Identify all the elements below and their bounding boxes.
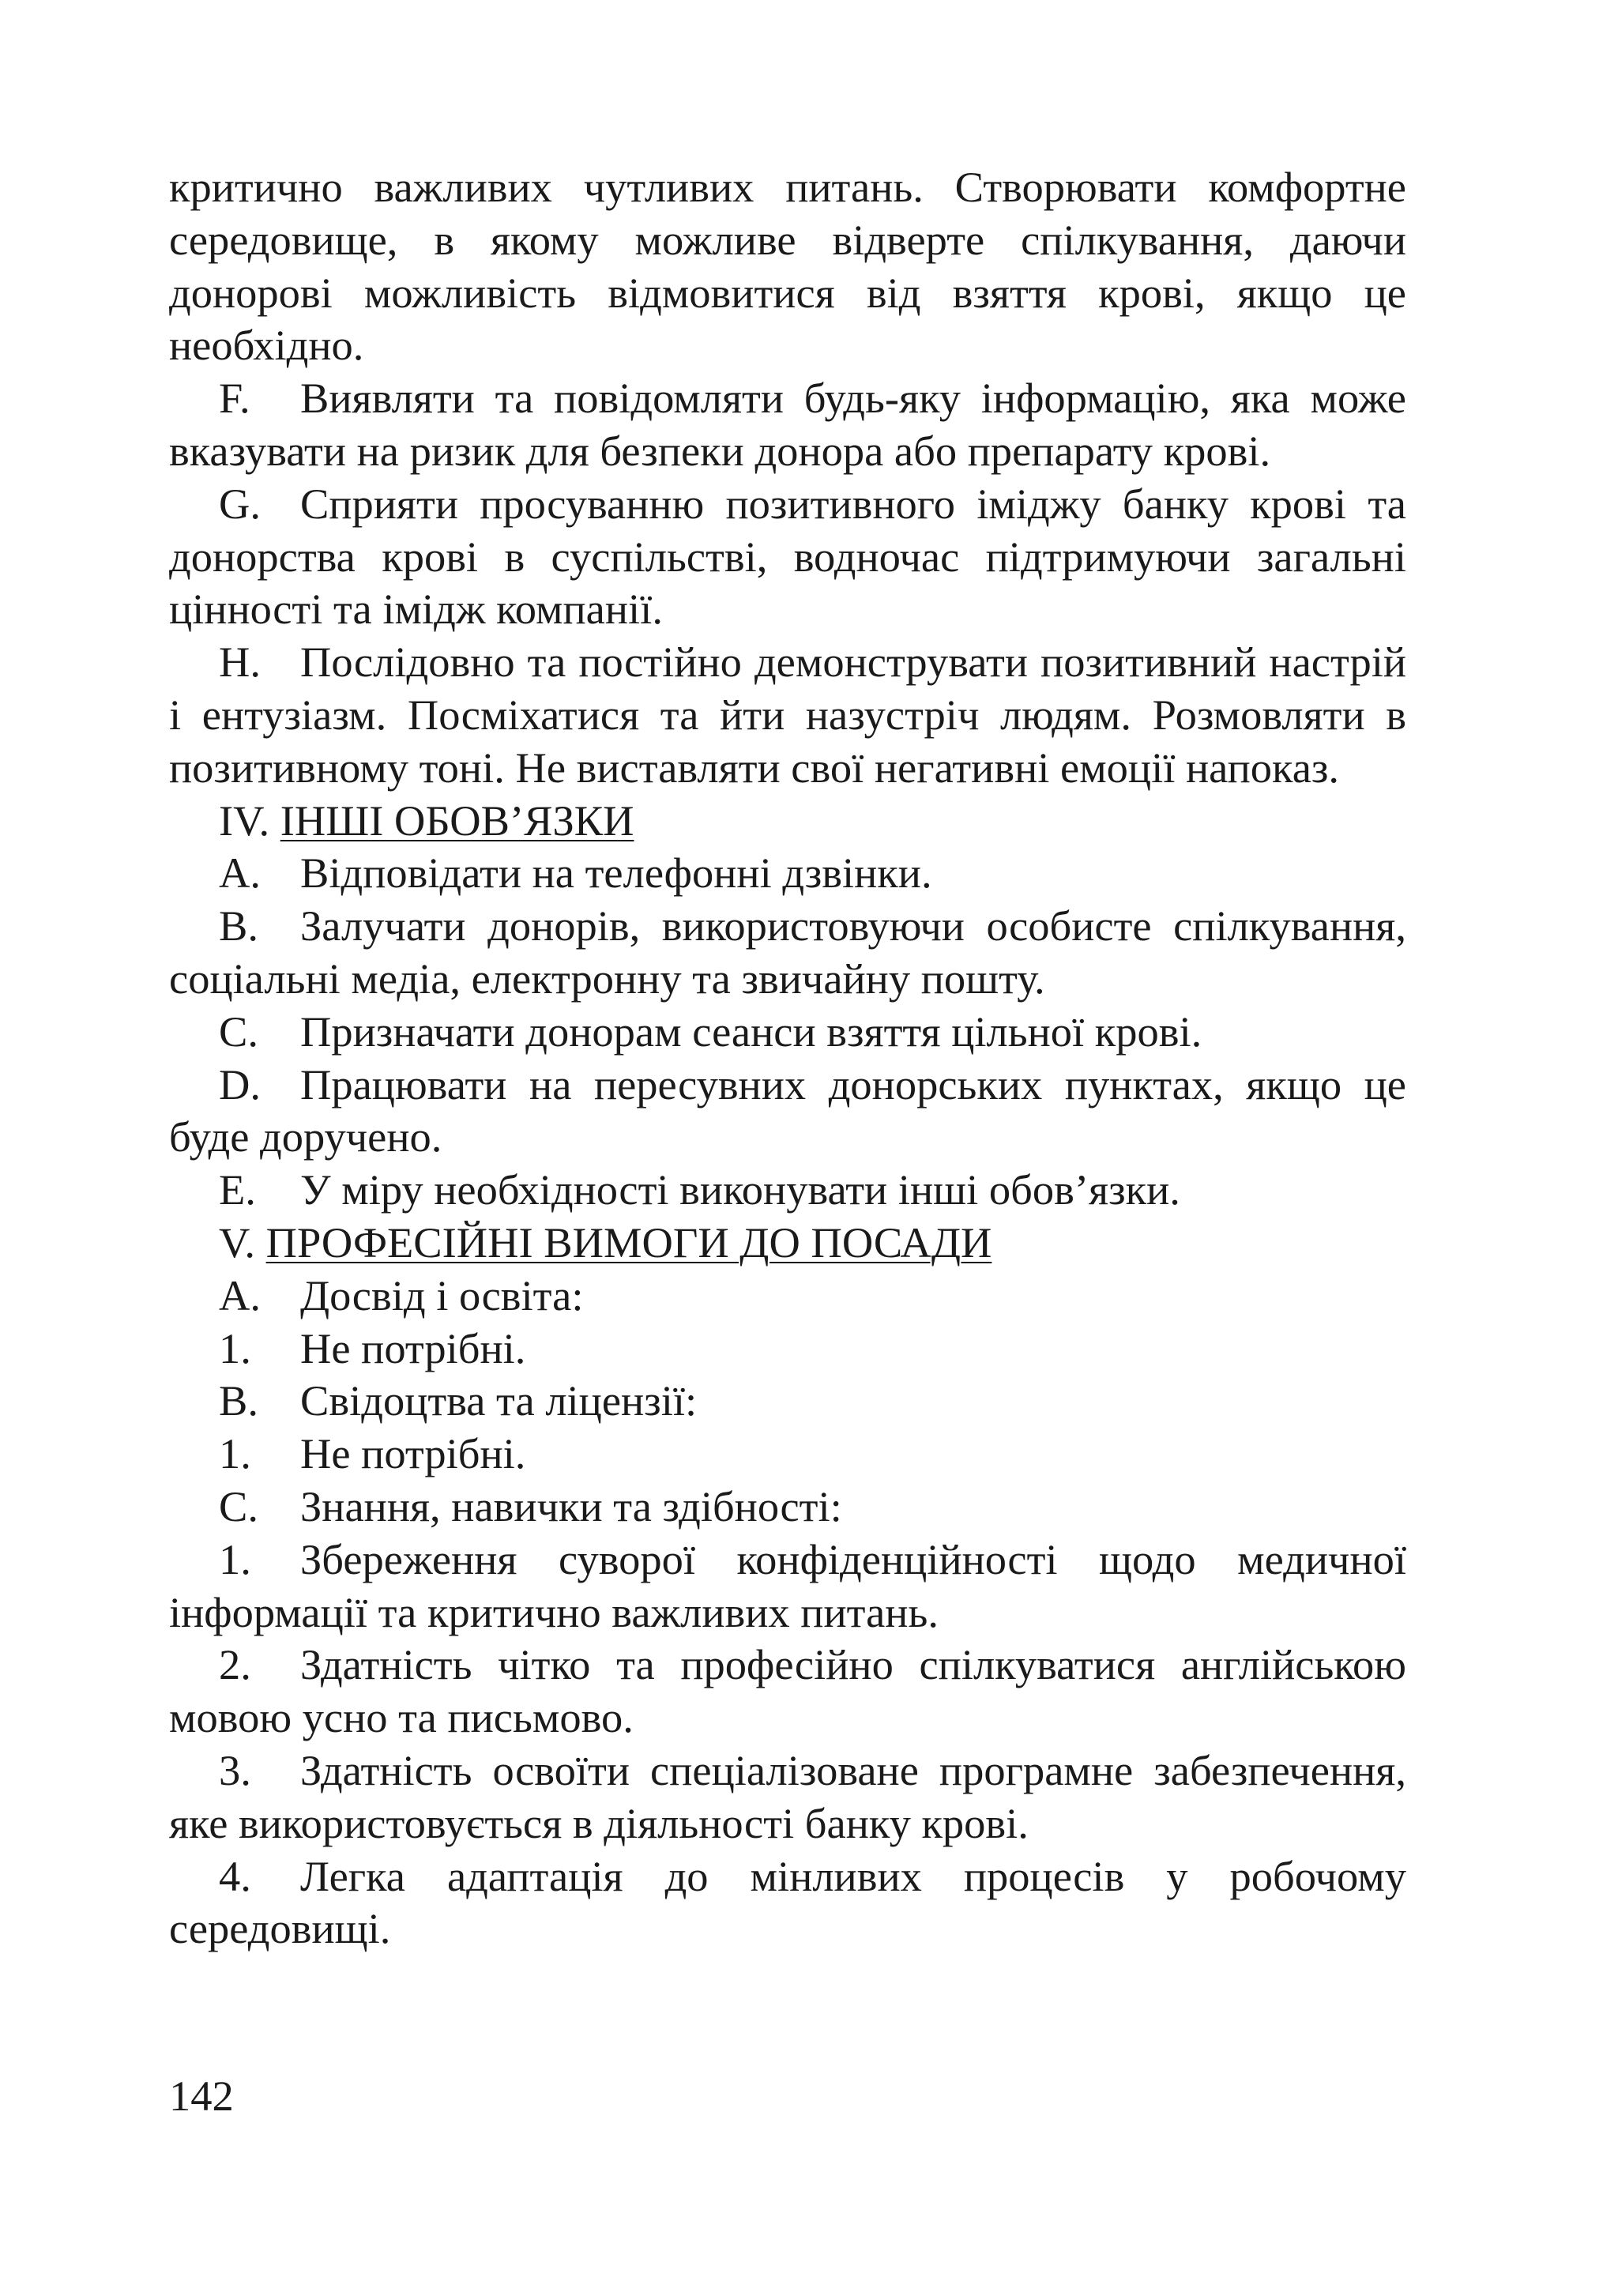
item-text: Виявляти та повідомляти будь-яку інформацію, яка може вказувати на ризик для безпеки донора або препарату крові. bbox=[169, 374, 1406, 475]
item-text: Легка адаптація до мінливих процесів у робочому середовищі. bbox=[169, 1851, 1406, 1953]
page-body bbox=[169, 161, 1406, 1955]
list-item bbox=[169, 900, 1406, 1006]
other-duties-list bbox=[169, 847, 1406, 1217]
list-item bbox=[169, 1059, 1406, 1165]
list-item bbox=[169, 1323, 1406, 1376]
item-text: Знання, навички та здібності: bbox=[300, 1481, 842, 1530]
list-item bbox=[169, 1745, 1406, 1850]
list-item bbox=[169, 1164, 1406, 1217]
requirements-list bbox=[169, 1270, 1406, 1955]
list-item bbox=[169, 847, 1406, 900]
item-text: Збереження суворої конфіденційності щодо медичної інформації та критично важливих питань. bbox=[169, 1534, 1406, 1636]
list-item bbox=[169, 1481, 1406, 1534]
intro-paragraph bbox=[169, 161, 1406, 372]
item-text: Не потрібні. bbox=[300, 1323, 526, 1372]
item-text: Працювати на пересувних донорських пунктах, якщо це буде доручено. bbox=[169, 1060, 1406, 1161]
item-text: Досвід і освіта: bbox=[300, 1270, 584, 1319]
list-item bbox=[169, 636, 1406, 794]
duties-list-continued bbox=[169, 372, 1406, 794]
list-item bbox=[169, 1375, 1406, 1428]
item-text: У міру необхідності виконувати інші обов’язки. bbox=[300, 1165, 1180, 1214]
item-label: C. bbox=[219, 1007, 258, 1056]
item-text: Здатність чітко та професійно спілкуватися англійською мовою усно та письмово. bbox=[169, 1640, 1406, 1742]
item-label: F. bbox=[219, 374, 250, 423]
item-label: D. bbox=[219, 1060, 261, 1108]
item-text: Залучати донорів, використовуючи особисте спілкування, соціальні медіа, електронну та звичайну пошту. bbox=[169, 901, 1406, 1003]
section-heading-other-duties bbox=[169, 795, 1406, 848]
item-label: E. bbox=[219, 1165, 256, 1214]
item-label: A. bbox=[219, 1270, 261, 1319]
list-item bbox=[169, 372, 1406, 478]
section-title: ПРОФЕСІЙНІ ВИМОГИ ДО ПОСАДИ bbox=[265, 1218, 992, 1267]
item-text: Відповідати на телефонні дзвінки. bbox=[300, 849, 932, 898]
list-item bbox=[169, 1428, 1406, 1481]
item-label: G. bbox=[219, 479, 261, 528]
item-text: Сприяти просуванню позитивного іміджу банку крові та донорства крові в суспільстві, водночас підтримуючи загальні цінності та імідж компанії. bbox=[169, 479, 1406, 634]
item-label: C. bbox=[219, 1481, 258, 1530]
section-number: V. bbox=[219, 1218, 255, 1267]
section-heading-requirements bbox=[169, 1217, 1406, 1270]
paragraph-text: критично важливих чутливих питань. Створювати комфортне середовище, в якому можливе відверте спілкування, даючи донорові можливість відмовитися від взяття крові, якщо це необхідно. bbox=[169, 163, 1406, 370]
list-item bbox=[169, 1270, 1406, 1323]
item-label: A. bbox=[219, 849, 261, 898]
item-label: 1. bbox=[219, 1323, 251, 1372]
list-item bbox=[169, 1639, 1406, 1745]
item-label: B. bbox=[219, 1376, 258, 1425]
item-text: Здатність освоїти спеціалізоване програмне забезпечення, яке використовується в діяльності банку крові. bbox=[169, 1745, 1406, 1847]
item-label: 2. bbox=[219, 1640, 251, 1689]
item-label: 4. bbox=[219, 1851, 251, 1900]
item-text: Не потрібні. bbox=[300, 1429, 526, 1478]
section-number: IV. bbox=[219, 796, 270, 845]
list-item bbox=[169, 1534, 1406, 1639]
item-text: Послідовно та постійно демонструвати позитивний настрій і ентузіазм. Посміхатися та йти назустріч людям. Розмовляти в позитивному тоні. Не виставляти свої негативні емоції напоказ. bbox=[169, 638, 1406, 792]
page-number: 142 bbox=[169, 2072, 234, 2120]
item-text: Свідоцтва та ліцензії: bbox=[300, 1376, 698, 1425]
list-item bbox=[169, 478, 1406, 636]
item-label: H. bbox=[219, 638, 261, 687]
item-label: 3. bbox=[219, 1745, 251, 1794]
item-label: B. bbox=[219, 901, 258, 950]
list-item bbox=[169, 1850, 1406, 1956]
item-label: 1. bbox=[219, 1429, 251, 1478]
list-item bbox=[169, 1006, 1406, 1059]
section-title: ІНШІ ОБОВ’ЯЗКИ bbox=[280, 796, 634, 845]
item-label: 1. bbox=[219, 1534, 251, 1583]
item-text: Призначати донорам сеанси взяття цільної крові. bbox=[300, 1007, 1202, 1056]
